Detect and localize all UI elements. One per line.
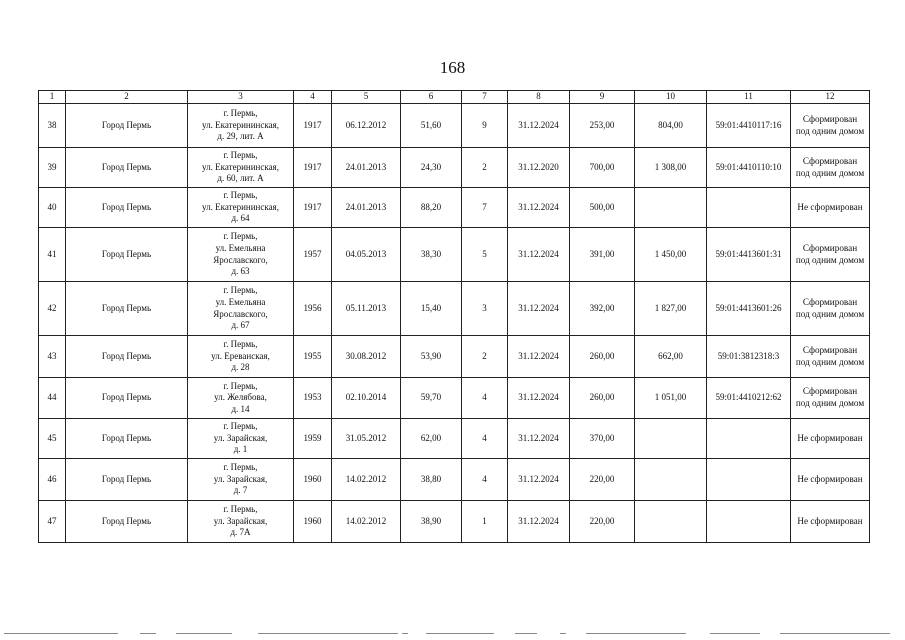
cell-residents: 5 [462,228,508,282]
cell-cost-planned: 700,00 [570,148,635,188]
cell-cost-actual [635,419,707,459]
cell-year-built: 1956 [294,282,332,336]
column-header: 3 [188,91,294,104]
cell-cost-actual [635,501,707,543]
cell-year-built: 1917 [294,148,332,188]
cell-area: 38,80 [401,459,462,501]
cell-relocation-deadline: 31.12.2024 [508,501,570,543]
cell-municipality: Город Пермь [66,104,188,148]
table-row [39,228,870,282]
table-row [39,419,870,459]
cell-cadastral-number: 59:01:4410117:16 [707,104,791,148]
cell-year-built: 1959 [294,419,332,459]
column-header: 8 [508,91,570,104]
cell-cost-actual [635,459,707,501]
cell-survey-date: 30.08.2012 [332,336,401,378]
cell-address: г. Пермь, ул. Зарайская, д. 7 [188,459,294,501]
cell-row-number: 45 [39,419,66,459]
cell-cost-planned: 392,00 [570,282,635,336]
cell-municipality: Город Пермь [66,148,188,188]
cell-year-built: 1960 [294,501,332,543]
column-header: 2 [66,91,188,104]
cell-cost-planned: 260,00 [570,336,635,378]
cell-relocation-deadline: 31.12.2024 [508,419,570,459]
cell-land-plot-status: Сформирован под одним домом [791,282,870,336]
cell-address: г. Пермь, ул. Екатерининская, д. 29, лит. А [188,104,294,148]
table-row [39,459,870,501]
cell-residents: 4 [462,419,508,459]
cell-survey-date: 24.01.2013 [332,188,401,228]
cell-row-number: 39 [39,148,66,188]
cell-survey-date: 24.01.2013 [332,148,401,188]
cell-relocation-deadline: 31.12.2024 [508,459,570,501]
cell-municipality: Город Пермь [66,188,188,228]
cell-residents: 2 [462,336,508,378]
cell-year-built: 1957 [294,228,332,282]
cell-address: г. Пермь, ул. Екатерининская, д. 64 [188,188,294,228]
cell-row-number: 43 [39,336,66,378]
cell-residents: 4 [462,378,508,419]
cell-year-built: 1960 [294,459,332,501]
table-row [39,188,870,228]
column-header: 7 [462,91,508,104]
cell-cost-actual: 1 827,00 [635,282,707,336]
cell-row-number: 42 [39,282,66,336]
column-header: 9 [570,91,635,104]
column-header: 11 [707,91,791,104]
housing-registry-table [38,90,870,543]
cell-cadastral-number [707,419,791,459]
cell-survey-date: 31.05.2012 [332,419,401,459]
cell-cost-planned: 391,00 [570,228,635,282]
cell-land-plot-status: Сформирован под одним домом [791,336,870,378]
cell-area: 62,00 [401,419,462,459]
cell-land-plot-status: Не сформирован [791,501,870,543]
cell-area: 38,30 [401,228,462,282]
cell-row-number: 41 [39,228,66,282]
cell-survey-date: 14.02.2012 [332,459,401,501]
cell-address: г. Пермь, ул. Ереванская, д. 28 [188,336,294,378]
cell-cost-planned: 220,00 [570,501,635,543]
cell-cadastral-number [707,501,791,543]
cell-cadastral-number [707,459,791,501]
cell-relocation-deadline: 31.12.2024 [508,336,570,378]
column-header: 5 [332,91,401,104]
cell-relocation-deadline: 31.12.2024 [508,282,570,336]
page-number: 168 [439,58,466,77]
cell-cadastral-number: 59:01:4410212:62 [707,378,791,419]
cell-municipality: Город Пермь [66,378,188,419]
cell-municipality: Город Пермь [66,419,188,459]
cell-cost-planned: 260,00 [570,378,635,419]
cell-relocation-deadline: 31.12.2024 [508,104,570,148]
cell-row-number: 44 [39,378,66,419]
cell-row-number: 47 [39,501,66,543]
cell-cost-actual [635,188,707,228]
cell-row-number: 46 [39,459,66,501]
cell-survey-date: 06.12.2012 [332,104,401,148]
cell-residents: 9 [462,104,508,148]
cell-address: г. Пермь, ул. Емельяна Ярославского, д. 67 [188,282,294,336]
cell-municipality: Город Пермь [66,501,188,543]
cell-survey-date: 04.05.2013 [332,228,401,282]
table-row [39,104,870,148]
cell-municipality: Город Пермь [66,228,188,282]
cell-land-plot-status: Сформирован под одним домом [791,104,870,148]
cell-cadastral-number: 59:01:4413601:26 [707,282,791,336]
cell-relocation-deadline: 31.12.2024 [508,378,570,419]
cell-year-built: 1955 [294,336,332,378]
cell-cost-planned: 370,00 [570,419,635,459]
cell-row-number: 38 [39,104,66,148]
cell-land-plot-status: Сформирован под одним домом [791,148,870,188]
cell-municipality: Город Пермь [66,282,188,336]
cell-cost-planned: 253,00 [570,104,635,148]
column-header: 10 [635,91,707,104]
cell-residents: 3 [462,282,508,336]
cell-area: 53,90 [401,336,462,378]
cell-land-plot-status: Сформирован под одним домом [791,228,870,282]
cell-area: 88,20 [401,188,462,228]
cell-relocation-deadline: 31.12.2024 [508,188,570,228]
cell-area: 59,70 [401,378,462,419]
cell-cost-planned: 220,00 [570,459,635,501]
cell-area: 24,30 [401,148,462,188]
cell-row-number: 40 [39,188,66,228]
cell-cost-planned: 500,00 [570,188,635,228]
cell-cost-actual: 1 450,00 [635,228,707,282]
page-bottom-edge [0,633,905,636]
cell-land-plot-status: Не сформирован [791,188,870,228]
cell-area: 51,60 [401,104,462,148]
column-header: 12 [791,91,870,104]
cell-cadastral-number: 59:01:3812318:3 [707,336,791,378]
table-row [39,148,870,188]
column-header: 6 [401,91,462,104]
cell-cadastral-number: 59:01:4413601:31 [707,228,791,282]
cell-relocation-deadline: 31.12.2020 [508,148,570,188]
cell-cadastral-number [707,188,791,228]
cell-land-plot-status: Сформирован под одним домом [791,378,870,419]
cell-address: г. Пермь, ул. Желябова, д. 14 [188,378,294,419]
cell-relocation-deadline: 31.12.2024 [508,228,570,282]
cell-land-plot-status: Не сформирован [791,459,870,501]
cell-address: г. Пермь, ул. Екатерининская, д. 60, лит. А [188,148,294,188]
cell-cadastral-number: 59:01:4410110:10 [707,148,791,188]
table-row [39,282,870,336]
cell-cost-actual: 662,00 [635,336,707,378]
cell-area: 38,90 [401,501,462,543]
cell-residents: 2 [462,148,508,188]
column-header: 4 [294,91,332,104]
cell-residents: 1 [462,501,508,543]
cell-year-built: 1917 [294,104,332,148]
cell-address: г. Пермь, ул. Зарайская, д. 1 [188,419,294,459]
cell-municipality: Город Пермь [66,336,188,378]
cell-address: г. Пермь, ул. Зарайская, д. 7А [188,501,294,543]
cell-residents: 4 [462,459,508,501]
cell-address: г. Пермь, ул. Емельяна Ярославского, д. 63 [188,228,294,282]
column-header: 1 [39,91,66,104]
cell-year-built: 1953 [294,378,332,419]
cell-year-built: 1917 [294,188,332,228]
table-row [39,378,870,419]
table-header-row [39,91,870,104]
table-row [39,336,870,378]
cell-cost-actual: 1 051,00 [635,378,707,419]
cell-municipality: Город Пермь [66,459,188,501]
cell-survey-date: 05.11.2013 [332,282,401,336]
cell-cost-actual: 1 308,00 [635,148,707,188]
cell-land-plot-status: Не сформирован [791,419,870,459]
cell-area: 15,40 [401,282,462,336]
cell-residents: 7 [462,188,508,228]
table-row [39,501,870,543]
cell-survey-date: 14.02.2012 [332,501,401,543]
cell-cost-actual: 804,00 [635,104,707,148]
cell-survey-date: 02.10.2014 [332,378,401,419]
